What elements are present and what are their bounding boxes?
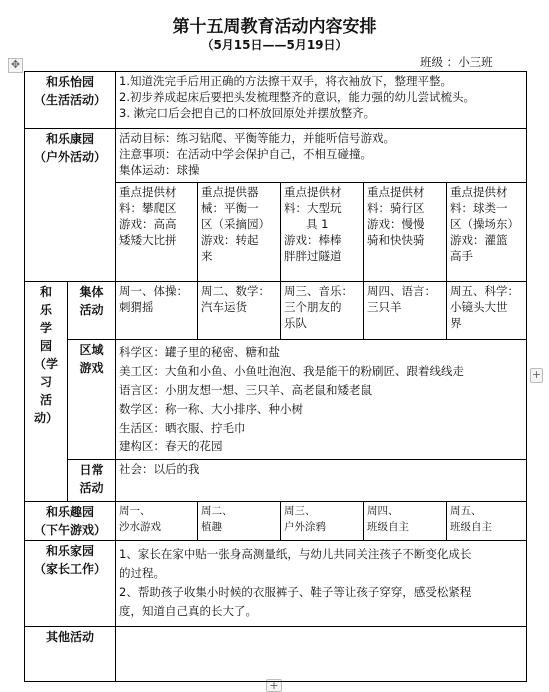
area-line: 美工区：大鱼和小鱼、小鱼吐泡泡、我是能干的粉刷匠、跟着线线走 [119, 364, 465, 378]
group-activity-wed[interactable]: 周三、音乐： 三个朋友的 乐队 [281, 282, 364, 340]
outdoor-station-5[interactable]: 重点提供材 料：球类一 区（操场东） 游戏：灌篮 高手 [447, 183, 527, 282]
row-daily-activity [25, 460, 527, 502]
afternoon-game-tue[interactable]: 周二、 植趣 [198, 502, 281, 541]
family-line: 1、家长在家中贴一张身高测量纸，与幼儿共同关注孩子不断变化成长 [119, 547, 472, 561]
group-activity-mon[interactable]: 周一、体操： 刺猬摇 [116, 282, 198, 340]
group-activity-fri[interactable]: 周五、科学： 小镜头大世 界 [447, 282, 527, 340]
daily-activity-content[interactable]: 社会：以后的我 [116, 460, 527, 502]
page-title: 第十五周教育活动内容安排 [172, 17, 377, 37]
outdoor-goals[interactable] [116, 129, 527, 183]
row-outdoor-goals [25, 129, 527, 183]
section-daily-life: 和乐怡园 （生活活动） [25, 72, 116, 129]
section-afternoon-games: 和乐趣园 （下午游戏） [25, 502, 116, 541]
daily-life-line: 3. 漱完口后会把自己的口杯放回原处并摆放整齐。 [119, 106, 376, 120]
afternoon-game-mon[interactable]: 周一、 沙水游戏 [116, 502, 198, 541]
outdoor-line: 注意事项：在活动中学会保护自己，不相互碰撞。 [119, 147, 373, 161]
family-line: 的过程。 [119, 566, 166, 580]
group-activity-thu[interactable]: 周四、语言： 三只羊 [364, 282, 447, 340]
section-other: 其他活动 [25, 627, 116, 682]
add-column-handle[interactable]: + [531, 368, 542, 381]
row-daily-life [25, 72, 527, 129]
section-family: 和乐家园 （家长工作） [25, 541, 116, 627]
area-line: 数学区：称一称、大小排序、种小树 [119, 402, 304, 416]
family-line: 2、帮助孩子收集小时候的衣服裤子、鞋子等让孩子穿穿，感受松紧程 [119, 585, 472, 599]
outdoor-station-4[interactable]: 重点提供材 料：骑行区 游戏：慢慢 骑和快快骑 [364, 183, 447, 282]
schedule-table [24, 71, 527, 682]
section-learning: 和 乐 学 园 （学 习 活 动） [25, 282, 68, 502]
date-range: （5月15日——5月19日） [201, 38, 348, 52]
daily-life-content[interactable] [116, 72, 527, 129]
row-group-activity [25, 282, 527, 340]
daily-life-line: 2.初步养成起床后要把头发梳理整齐的意识，能力强的幼儿尝试梳头。 [119, 90, 475, 104]
afternoon-game-wed[interactable]: 周三、 户外涂鸦 [281, 502, 364, 541]
area-line: 语言区：小朋友想一想、三只羊、高老鼠和矮老鼠 [119, 383, 373, 397]
outdoor-station-1[interactable]: 重点提供材 料：攀爬区 游戏：高高 矮矮大比拼 [116, 183, 198, 282]
table-move-handle[interactable]: ✥ [8, 58, 23, 73]
add-row-handle[interactable]: + [266, 679, 282, 692]
outdoor-station-3[interactable]: 重点提供材 料：大型玩 具 1 游戏：棒棒 胖胖过隧道 [281, 183, 364, 282]
family-line: 度，知道自己真的长大了。 [119, 604, 258, 618]
outdoor-line: 活动目标：练习钻爬、平衡等能力，并能听信号游戏。 [119, 131, 396, 145]
area-line: 生活区：晒衣服、拧毛巾 [119, 421, 246, 435]
row-afternoon-games [25, 502, 527, 541]
area-line: 科学区：罐子里的秘密、糖和盐 [119, 345, 281, 359]
row-area-games [25, 340, 527, 460]
section-outdoor: 和乐康园 （户外活动） [25, 129, 116, 282]
area-line: 建构区：春天的花园 [119, 439, 223, 453]
row-other [25, 627, 527, 682]
row-family [25, 541, 527, 627]
other-content[interactable] [116, 627, 527, 682]
area-games-content[interactable] [116, 340, 527, 460]
outdoor-station-2[interactable]: 重点提供器 械：平衡一 区（采摘园） 游戏：转起 来 [198, 183, 281, 282]
label-daily-activity: 日常 活动 [68, 460, 116, 502]
class-label: 班级 ：小三班 [420, 55, 493, 69]
daily-life-line: 1.知道洗完手后用正确的方法擦干双手，将衣袖放下，整理平整。 [119, 74, 452, 88]
family-content[interactable] [116, 541, 527, 627]
afternoon-game-thu[interactable]: 周四、 班级自主 [364, 502, 447, 541]
outdoor-line: 集体运动：球操 [119, 163, 200, 177]
group-activity-tue[interactable]: 周二、数学： 汽车运货 [198, 282, 281, 340]
label-group-activity: 集体 活动 [68, 282, 116, 340]
afternoon-game-fri[interactable]: 周五、 班级自主 [447, 502, 527, 541]
label-area-games: 区域 游戏 [68, 340, 116, 460]
